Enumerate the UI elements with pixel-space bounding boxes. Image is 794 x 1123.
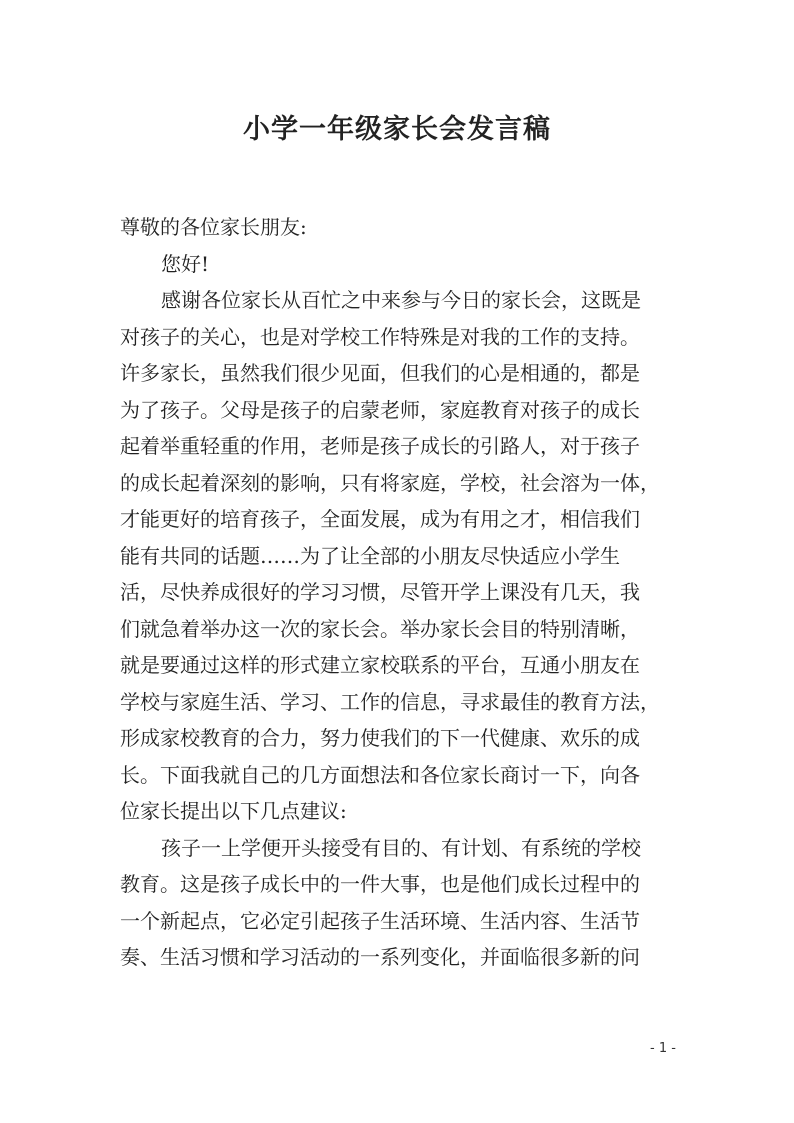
text-line: 一个新起点，它必定引起孩子生活环境、生活内容、生活节 [120, 908, 640, 933]
text-line: 孩子一上学便开头接受有目的、有计划、有系统的学校 [161, 835, 641, 860]
text-line: 位家长提出以下几点建议: [120, 799, 347, 823]
text-line: 的成长起着深刻的影响，只有将家庭，学校，社会溶为一体， [120, 470, 660, 495]
text-line: 活，尽快养成很好的学习习惯，尽管开学上课没有几天，我 [120, 580, 640, 604]
text-line: 教育。这是孩子成长中的一件大事，也是他们成长过程中的 [120, 872, 640, 896]
text-line: 您好! [161, 251, 210, 276]
document-body [120, 209, 695, 976]
document-title: 小学一年级家长会发言稿 [243, 114, 551, 145]
text-line: 学校与家庭生活、学习、工作的信息，寻求最佳的教育方法， [120, 689, 660, 714]
text-line: 就是要通过这样的形式建立家校联系的平台，互通小朋友在 [120, 653, 640, 677]
text-line: 才能更好的培育孩子，全面发展，成为有用之才，相信我们 [120, 507, 640, 531]
page-number: - 1 - [650, 1041, 676, 1056]
text-line: 为了孩子。父母是孩子的启蒙老师，家庭教育对孩子的成长 [120, 397, 640, 422]
text-line: 奏、生活习惯和学习活动的一系列变化，并面临很多新的问 [120, 945, 640, 969]
text-line: 对孩子的关心，也是对学校工作特殊是对我的工作的支持。 [120, 324, 640, 349]
text-line: 起着举重轻重的作用，老师是孩子成长的引路人，对于孩子 [120, 434, 640, 458]
text-line: 许多家长，虽然我们很少见面，但我们的心是相通的，都是 [120, 361, 640, 385]
text-line: 们就急着举办这一次的家长会。举办家长会目的特别清晰， [120, 616, 640, 641]
text-line: 长。下面我就自己的几方面想法和各位家长商讨一下，向各 [120, 762, 640, 787]
text-line: 形成家校教育的合力，努力使我们的下一代健康、欢乐的成 [120, 726, 640, 750]
text-line: 能有共同的话题……为了让全部的小朋友尽快适应小学生 [120, 543, 620, 568]
text-line: 尊敬的各位家长朋友: [120, 215, 307, 239]
text-line: 感谢各位家长从百忙之中来参与今日的家长会，这既是 [161, 288, 641, 312]
